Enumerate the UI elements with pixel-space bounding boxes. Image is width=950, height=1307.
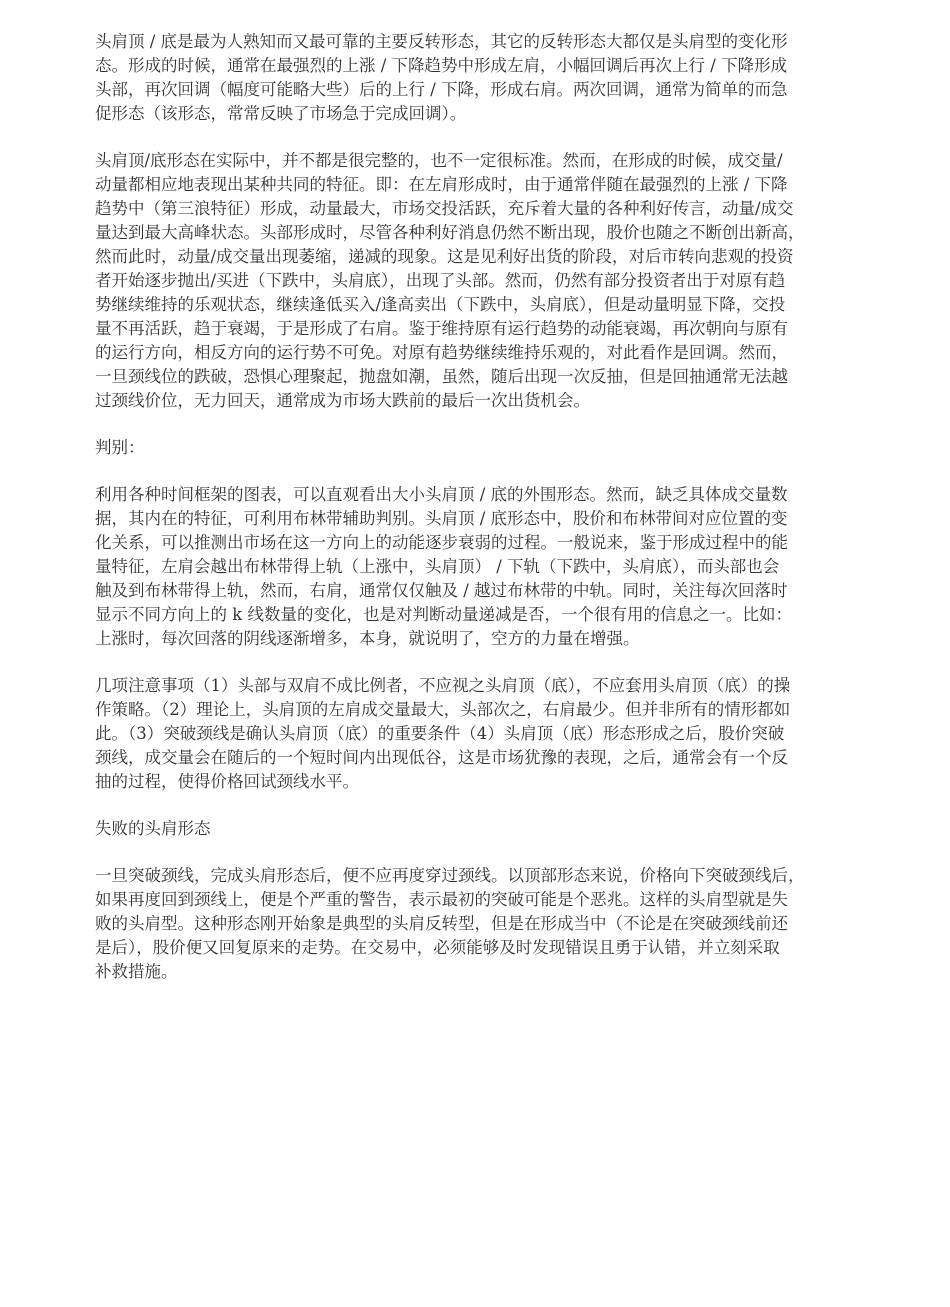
text-line: 利用各种时间框架的图表，可以直观看出大小头肩顶 / 底的外围形态。然而，缺乏具体成交量数	[95, 485, 788, 504]
text-line: 化关系，可以推测出市场在这一方向上的动能逐步衰弱的过程。一般说来，鉴于形成过程中的能	[95, 533, 788, 552]
text-line: 一旦突破颈线，完成头肩形态后，便不应再度穿过颈线。以顶部形态来说，价格向下突破颈线后，	[95, 866, 805, 885]
text-line: 的运行方向，相反方向的运行势不可免。对原有趋势继续维持乐观的，对此看作是回调。然而，	[95, 343, 788, 362]
text-line: 促形态（该形态，常常反映了市场急于完成回调）。	[95, 104, 467, 123]
text-line: 抽的过程，使得价格回试颈线水平。	[95, 772, 359, 791]
section-heading-failed-pattern	[95, 817, 900, 841]
text-line: 败的头肩型。这种形态刚开始象是典型的头肩反转型，但是在形成当中（不论是在突破颈线前还	[95, 914, 788, 933]
text-line: 触及到布林带得上轨，然而，右肩，通常仅仅触及 / 越过布林带的中轨。同时，关注每次回落时	[95, 581, 788, 600]
text-line: 头肩顶 / 底是最为人熟知而又最可靠的主要反转形态，其它的反转形态大都仅是头肩型的变化形	[95, 32, 788, 51]
text-line: 上涨时，每次回落的阴线逐渐增多，本身，就说明了，空方的力量在增强。	[95, 629, 640, 648]
text-line: 量不再活跃，趋于衰竭，于是形成了右肩。鉴于维持原有运行趋势的动能衰竭，再次朝向与原有	[95, 319, 788, 338]
section-heading-judgement	[95, 436, 900, 460]
text-line: 头部，再次回调（幅度可能略大些）后的上行 / 下降，形成右肩。两次回调，通常为简单的而急	[95, 80, 788, 99]
text-line: 据，其内在的特征，可利用布林带辅助判别。头肩顶 / 底形态中，股价和布林带间对应位置的变	[95, 509, 788, 528]
text-line: 一旦颈线位的跌破，恐惧心理聚起，抛盘如潮，虽然，随后出现一次反抽，但是回抽通常无法越	[95, 367, 788, 386]
text-line: 如果再度回到颈线上，便是个严重的警告，表示最初的突破可能是个恶兆。这样的头肩型就是失	[95, 890, 788, 909]
text-line: 动量都相应地表现出某种共同的特征。即：在左肩形成时，由于通常伴随在最强烈的上涨 / 下降	[95, 175, 788, 194]
text-line: 此。（3）突破颈线是确认头肩顶（底）的重要条件（4）头肩顶（底）形态形成之后，股价突破	[95, 724, 785, 743]
paragraph-intro	[95, 30, 900, 126]
text-line: 然而此时，动量/成交量出现萎缩，递减的现象。这是见利好出货的阶段，对后市转向悲观的投资	[95, 247, 794, 266]
text-line: 量特征，左肩会越出布林带得上轨（上涨中，头肩顶） / 下轨（下跌中，头肩底），而头部也会	[95, 557, 780, 576]
paragraph-judgement	[95, 483, 900, 651]
text-line: 补救措施。	[95, 962, 178, 981]
paragraph-characteristics	[95, 149, 900, 413]
text-line: 过颈线价位，无力回天，通常成为市场大跌前的最后一次出货机会。	[95, 391, 590, 410]
text-line: 判别：	[95, 438, 145, 457]
text-line: 趋势中（第三浪特征）形成，动量最大，市场交投活跃，充斥着大量的各种利好传言，动量/成交	[95, 199, 794, 218]
text-line: 几项注意事项（1）头部与双肩不成比例者，不应视之头肩顶（底），不应套用头肩顶（底）的操	[95, 676, 791, 695]
text-line: 态。形成的时候，通常在最强烈的上涨 / 下降趋势中形成左肩，小幅回调后再次上行 / 下降形成	[95, 56, 788, 75]
text-line: 者开始逐步抛出/买进（下跌中，头肩底），出现了头部。然而，仍然有部分投资者出于对原有趋	[95, 271, 786, 290]
document-body	[95, 30, 900, 1007]
paragraph-notes	[95, 674, 900, 794]
text-line: 失败的头肩形态	[95, 819, 211, 838]
text-line: 势继续维持的乐观状态，继续逢低买入/逢高卖出（下跌中，头肩底），但是动量明显下降，交投	[95, 295, 786, 314]
text-line: 头肩顶/底形态在实际中，并不都是很完整的，也不一定很标准。然而，在形成的时候，成交量/	[95, 151, 783, 170]
text-line: 颈线，成交量会在随后的一个短时间内出现低谷，这是市场犹豫的表现，之后，通常会有一个反	[95, 748, 788, 767]
text-line: 量达到最大高峰状态。头部形成时，尽管各种利好消息仍然不断出现，股价也随之不断创出新高，	[95, 223, 805, 242]
paragraph-failed-pattern	[95, 864, 900, 984]
text-line: 是后），股价便又回复原来的走势。在交易中，必须能够及时发现错误且勇于认错，并立刻采取	[95, 938, 780, 957]
text-line: 作策略。（2）理论上，头肩顶的左肩成交量最大，头部次之，右肩最少。但并非所有的情形都如	[95, 700, 791, 719]
text-line: 显示不同方向上的 k 线数量的变化，也是对判断动量递减是否，一个很有用的信息之一。比如：	[95, 605, 792, 624]
